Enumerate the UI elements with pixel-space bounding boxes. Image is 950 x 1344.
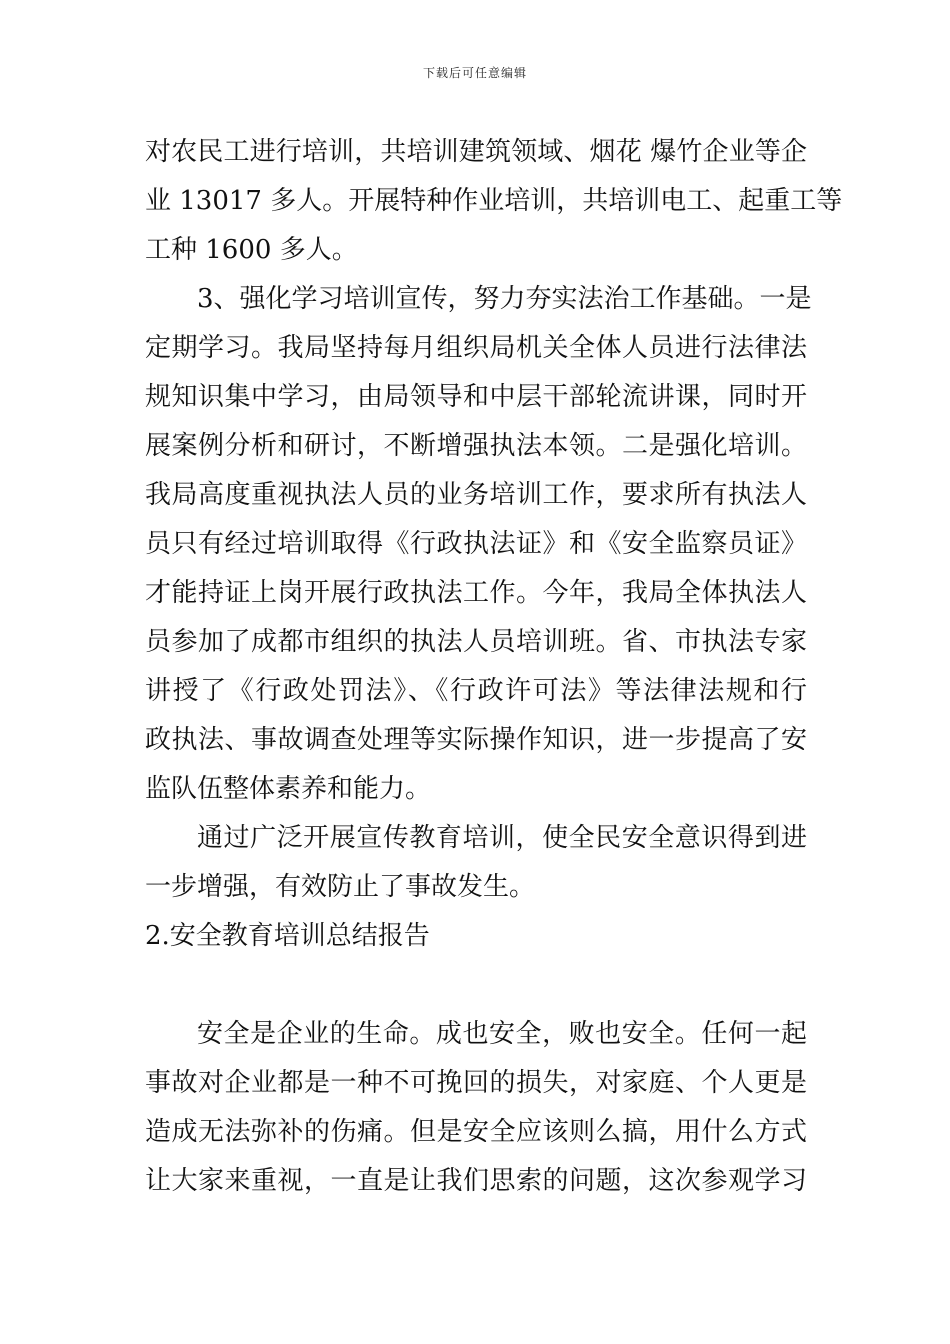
- text-line: 一步增强，有效防止了事故发生。: [145, 872, 536, 902]
- blank-line: [145, 961, 807, 1010]
- text-line: 讲授了《行政处罚法》、《行政许可法》等法律法规和行: [145, 676, 807, 706]
- text-line: 员只有经过培训取得《行政执法证》和《安全监察员证》: [145, 529, 807, 559]
- text-line: 事故对企业都是一种不可挽回的损失，对家庭、个人更是: [145, 1068, 807, 1098]
- paragraph-start-line: 通过广泛开展宣传教育培训，使全民安全意识得到进: [197, 823, 807, 853]
- text-line: 员参加了成都市组织的执法人员培训班。省、市执法专家: [145, 627, 807, 657]
- text-line: 监队伍整体素养和能力。: [145, 774, 432, 804]
- section-heading: 2.安全教育培训总结报告: [145, 921, 430, 951]
- text-line: 展案例分析和研讨，不断增强执法本领。二是强化培训。: [145, 431, 807, 461]
- document-body: [145, 128, 843, 1206]
- text-line: 定期学习。我局坚持每月组织局机关全体人员进行法律法: [145, 333, 807, 363]
- text-line: 我局高度重视执法人员的业务培训工作，要求所有执法人: [145, 480, 807, 510]
- text-line: 才能持证上岗开展行政执法工作。今年，我局全体执法人: [145, 578, 807, 608]
- text-line: 造成无法弥补的伤痛。但是安全应该则么搞，用什么方式: [145, 1117, 807, 1147]
- text-line: 规知识集中学习，由局领导和中层干部轮流讲课，同时开: [145, 382, 807, 412]
- text-line: 业 13017 多人。开展特种作业培训，共培训电工、起重工等: [145, 186, 843, 216]
- paragraph-start-line: 安全是企业的生命。成也安全，败也安全。任何一起: [197, 1019, 807, 1049]
- text-line: 对农民工进行培训，共培训建筑领域、烟花 爆竹企业等企: [145, 137, 807, 167]
- text-line: 工种 1600 多人。: [145, 235, 358, 265]
- page-header-note: 下载后可任意编辑: [422, 66, 527, 80]
- paragraph-start-line: 3、强化学习培训宣传，努力夯实法治工作基础。一是: [197, 284, 812, 314]
- text-line: 政执法、事故调查处理等实际操作知识，进一步提高了安: [145, 725, 807, 755]
- text-line: 让大家来重视，一直是让我们思索的问题，这次参观学习: [145, 1166, 807, 1196]
